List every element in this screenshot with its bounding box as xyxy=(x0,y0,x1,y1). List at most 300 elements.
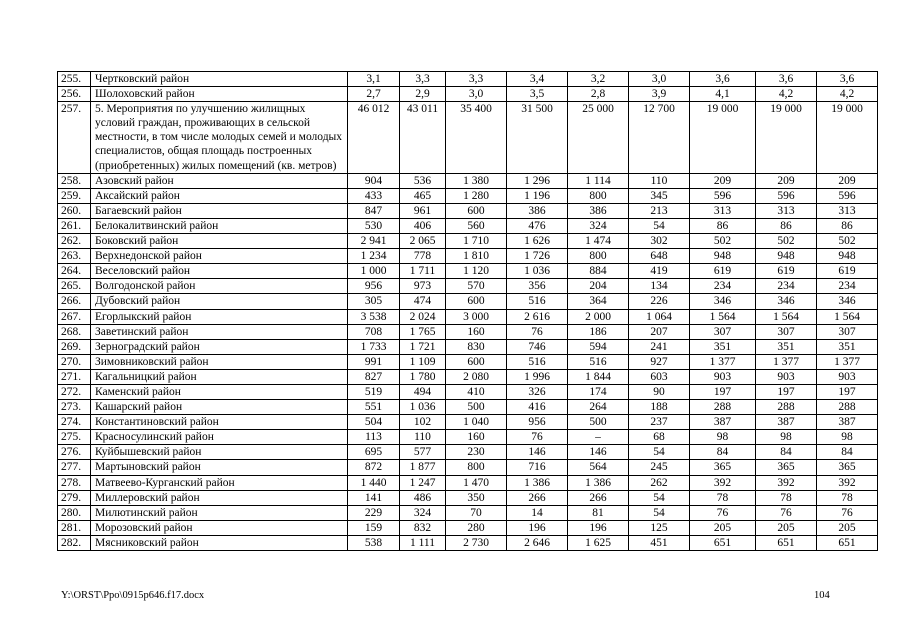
row-number: 274. xyxy=(58,415,91,430)
cell-value: 160 xyxy=(446,324,507,339)
cell-value: 596 xyxy=(756,188,817,203)
cell-value: 1 000 xyxy=(348,264,400,279)
cell-value: 351 xyxy=(817,339,878,354)
cell-value: 1 780 xyxy=(400,369,446,384)
row-label: Милютинский район xyxy=(91,505,348,520)
cell-value: 956 xyxy=(507,415,568,430)
cell-value: 387 xyxy=(817,415,878,430)
cell-value: 904 xyxy=(348,173,400,188)
cell-value: 903 xyxy=(690,369,756,384)
cell-value: 410 xyxy=(446,384,507,399)
cell-value: 205 xyxy=(817,520,878,535)
cell-value: 827 xyxy=(348,369,400,384)
cell-value: 956 xyxy=(348,279,400,294)
row-number: 267. xyxy=(58,309,91,324)
cell-value: 465 xyxy=(400,188,446,203)
cell-value: 1 564 xyxy=(690,309,756,324)
cell-value: 1 296 xyxy=(507,173,568,188)
cell-value: 1 386 xyxy=(507,475,568,490)
cell-value: 651 xyxy=(756,535,817,550)
cell-value: 4,1 xyxy=(690,87,756,102)
cell-value: 365 xyxy=(690,460,756,475)
table-row xyxy=(58,102,878,173)
cell-value: 356 xyxy=(507,279,568,294)
cell-value: 474 xyxy=(400,294,446,309)
table-row xyxy=(58,264,878,279)
row-label: Константиновский район xyxy=(91,415,348,430)
cell-value: 708 xyxy=(348,324,400,339)
cell-value: 392 xyxy=(690,475,756,490)
row-number: 279. xyxy=(58,490,91,505)
cell-value: 14 xyxy=(507,505,568,520)
cell-value: 305 xyxy=(348,294,400,309)
cell-value: 81 xyxy=(568,505,629,520)
row-label: Заветинский район xyxy=(91,324,348,339)
cell-value: 86 xyxy=(756,218,817,233)
cell-value: 419 xyxy=(629,264,690,279)
cell-value: 476 xyxy=(507,218,568,233)
cell-value: 3,6 xyxy=(690,72,756,87)
cell-value: 230 xyxy=(446,445,507,460)
table-row xyxy=(58,384,878,399)
cell-value: 1 564 xyxy=(817,309,878,324)
row-number: 257. xyxy=(58,102,91,173)
cell-value: 486 xyxy=(400,490,446,505)
cell-value: 3,4 xyxy=(507,72,568,87)
cell-value: 1 810 xyxy=(446,249,507,264)
cell-value: 2,8 xyxy=(568,87,629,102)
cell-value: 364 xyxy=(568,294,629,309)
cell-value: 2 941 xyxy=(348,234,400,249)
row-label: Верхнедонской район xyxy=(91,249,348,264)
cell-value: 551 xyxy=(348,400,400,415)
cell-value: 134 xyxy=(629,279,690,294)
row-number: 276. xyxy=(58,445,91,460)
cell-value: 1 711 xyxy=(400,264,446,279)
cell-value: 2 065 xyxy=(400,234,446,249)
cell-value: 307 xyxy=(756,324,817,339)
cell-value: 991 xyxy=(348,354,400,369)
cell-value: 262 xyxy=(629,475,690,490)
cell-value: 1 247 xyxy=(400,475,446,490)
cell-value: 159 xyxy=(348,520,400,535)
cell-value: 266 xyxy=(568,490,629,505)
row-label: Белокалитвинский район xyxy=(91,218,348,233)
cell-value: 651 xyxy=(817,535,878,550)
cell-value: 1 733 xyxy=(348,339,400,354)
cell-value: 76 xyxy=(690,505,756,520)
cell-value: 345 xyxy=(629,188,690,203)
cell-value: 406 xyxy=(400,218,446,233)
cell-value: 350 xyxy=(446,490,507,505)
cell-value: 1 111 xyxy=(400,535,446,550)
cell-value: 125 xyxy=(629,520,690,535)
cell-value: 213 xyxy=(629,203,690,218)
cell-value: 594 xyxy=(568,339,629,354)
cell-value: 386 xyxy=(568,203,629,218)
cell-value: 3,0 xyxy=(446,87,507,102)
cell-value: 307 xyxy=(690,324,756,339)
cell-value: 204 xyxy=(568,279,629,294)
cell-value: 346 xyxy=(690,294,756,309)
table-row xyxy=(58,490,878,505)
cell-value: 832 xyxy=(400,520,446,535)
cell-value: 716 xyxy=(507,460,568,475)
table-row xyxy=(58,369,878,384)
cell-value: 386 xyxy=(507,203,568,218)
row-label: Кашарский район xyxy=(91,400,348,415)
cell-value: 1 474 xyxy=(568,234,629,249)
cell-value: 19 000 xyxy=(690,102,756,173)
cell-value: 800 xyxy=(446,460,507,475)
cell-value: 433 xyxy=(348,188,400,203)
cell-value: 2,9 xyxy=(400,87,446,102)
table-row xyxy=(58,400,878,415)
cell-value: 78 xyxy=(756,490,817,505)
cell-value: 387 xyxy=(756,415,817,430)
row-label: Миллеровский район xyxy=(91,490,348,505)
cell-value: 234 xyxy=(756,279,817,294)
cell-value: 84 xyxy=(690,445,756,460)
cell-value: 307 xyxy=(817,324,878,339)
table-row xyxy=(58,188,878,203)
table-row xyxy=(58,279,878,294)
cell-value: 1 234 xyxy=(348,249,400,264)
cell-value: 54 xyxy=(629,218,690,233)
cell-value: 3,9 xyxy=(629,87,690,102)
table-row xyxy=(58,460,878,475)
row-label: Егорлыкский район xyxy=(91,309,348,324)
row-label: Азовский район xyxy=(91,173,348,188)
cell-value: 234 xyxy=(817,279,878,294)
table-row xyxy=(58,415,878,430)
cell-value: 76 xyxy=(507,430,568,445)
cell-value: 98 xyxy=(817,430,878,445)
cell-value: 530 xyxy=(348,218,400,233)
cell-value: 519 xyxy=(348,384,400,399)
cell-value: 197 xyxy=(817,384,878,399)
cell-value: 264 xyxy=(568,400,629,415)
cell-value: 86 xyxy=(690,218,756,233)
row-number: 275. xyxy=(58,430,91,445)
cell-value: 619 xyxy=(690,264,756,279)
cell-value: 830 xyxy=(446,339,507,354)
table-row xyxy=(58,173,878,188)
cell-value: 86 xyxy=(817,218,878,233)
table-row xyxy=(58,535,878,550)
cell-value: 1 765 xyxy=(400,324,446,339)
cell-value: 1 721 xyxy=(400,339,446,354)
row-number: 271. xyxy=(58,369,91,384)
cell-value: 226 xyxy=(629,294,690,309)
cell-value: 2,7 xyxy=(348,87,400,102)
cell-value: 146 xyxy=(568,445,629,460)
row-number: 259. xyxy=(58,188,91,203)
cell-value: 110 xyxy=(629,173,690,188)
cell-value: 1 470 xyxy=(446,475,507,490)
cell-value: 600 xyxy=(446,203,507,218)
cell-value: 209 xyxy=(817,173,878,188)
cell-value: 205 xyxy=(690,520,756,535)
cell-value: 927 xyxy=(629,354,690,369)
cell-value: 324 xyxy=(568,218,629,233)
row-number: 256. xyxy=(58,87,91,102)
cell-value: 416 xyxy=(507,400,568,415)
cell-value: 4,2 xyxy=(756,87,817,102)
cell-value: 392 xyxy=(756,475,817,490)
cell-value: 110 xyxy=(400,430,446,445)
row-label: Мясниковский район xyxy=(91,535,348,550)
cell-value: 266 xyxy=(507,490,568,505)
cell-value: 76 xyxy=(817,505,878,520)
cell-value: 326 xyxy=(507,384,568,399)
cell-value: 596 xyxy=(690,188,756,203)
row-number: 280. xyxy=(58,505,91,520)
footer-file-path: Y:\ORST\Ppo\0915p646.f17.docx xyxy=(61,590,205,601)
cell-value: 2 024 xyxy=(400,309,446,324)
table-row xyxy=(58,339,878,354)
cell-value: 288 xyxy=(756,400,817,415)
row-number: 278. xyxy=(58,475,91,490)
cell-value: 68 xyxy=(629,430,690,445)
row-label: Багаевский район xyxy=(91,203,348,218)
cell-value: 872 xyxy=(348,460,400,475)
row-label: Куйбышевский район xyxy=(91,445,348,460)
cell-value: 313 xyxy=(817,203,878,218)
cell-value: 1 844 xyxy=(568,369,629,384)
row-number: 265. xyxy=(58,279,91,294)
cell-value: 1 377 xyxy=(690,354,756,369)
cell-value: 3,2 xyxy=(568,72,629,87)
cell-value: 365 xyxy=(756,460,817,475)
cell-value: 451 xyxy=(629,535,690,550)
cell-value: 596 xyxy=(817,188,878,203)
cell-value: 1 877 xyxy=(400,460,446,475)
cell-value: 884 xyxy=(568,264,629,279)
cell-value: 651 xyxy=(690,535,756,550)
cell-value: 948 xyxy=(690,249,756,264)
cell-value: 3,1 xyxy=(348,72,400,87)
table-row xyxy=(58,324,878,339)
cell-value: 90 xyxy=(629,384,690,399)
row-label: Морозовский район xyxy=(91,520,348,535)
cell-value: 102 xyxy=(400,415,446,430)
cell-value: 84 xyxy=(817,445,878,460)
row-number: 262. xyxy=(58,234,91,249)
table-row xyxy=(58,294,878,309)
cell-value: 98 xyxy=(690,430,756,445)
cell-value: 516 xyxy=(507,354,568,369)
row-number: 261. xyxy=(58,218,91,233)
cell-value: 141 xyxy=(348,490,400,505)
cell-value: 146 xyxy=(507,445,568,460)
table-row xyxy=(58,203,878,218)
cell-value: 1 064 xyxy=(629,309,690,324)
cell-value: 1 726 xyxy=(507,249,568,264)
cell-value: 619 xyxy=(817,264,878,279)
row-label: Веселовский район xyxy=(91,264,348,279)
cell-value: 903 xyxy=(756,369,817,384)
cell-value: 2 080 xyxy=(446,369,507,384)
cell-value: 12 700 xyxy=(629,102,690,173)
cell-value: 603 xyxy=(629,369,690,384)
cell-value: 351 xyxy=(756,339,817,354)
cell-value: 1 280 xyxy=(446,188,507,203)
cell-value: 1 109 xyxy=(400,354,446,369)
row-label: Кагальницкий район xyxy=(91,369,348,384)
cell-value: 237 xyxy=(629,415,690,430)
cell-value: 346 xyxy=(817,294,878,309)
cell-value: 1 120 xyxy=(446,264,507,279)
cell-value: 46 012 xyxy=(348,102,400,173)
cell-value: 288 xyxy=(817,400,878,415)
cell-value: 564 xyxy=(568,460,629,475)
table-body xyxy=(58,72,878,551)
table-row xyxy=(58,234,878,249)
cell-value: 1 036 xyxy=(400,400,446,415)
cell-value: 188 xyxy=(629,400,690,415)
cell-value: 560 xyxy=(446,218,507,233)
row-label: Мартыновский район xyxy=(91,460,348,475)
cell-value: 84 xyxy=(756,445,817,460)
cell-value: 3,6 xyxy=(817,72,878,87)
cell-value: 600 xyxy=(446,354,507,369)
cell-value: 1 564 xyxy=(756,309,817,324)
cell-value: 1 386 xyxy=(568,475,629,490)
cell-value: 346 xyxy=(756,294,817,309)
row-label: Аксайский район xyxy=(91,188,348,203)
table-row xyxy=(58,218,878,233)
row-number: 260. xyxy=(58,203,91,218)
footer-page-number: 104 xyxy=(814,590,830,601)
row-label: Дубовский район xyxy=(91,294,348,309)
cell-value: 19 000 xyxy=(756,102,817,173)
cell-value: 19 000 xyxy=(817,102,878,173)
cell-value: 1 625 xyxy=(568,535,629,550)
row-label: Каменский район xyxy=(91,384,348,399)
cell-value: 229 xyxy=(348,505,400,520)
cell-value: 1 377 xyxy=(756,354,817,369)
cell-value: 241 xyxy=(629,339,690,354)
cell-value: 695 xyxy=(348,445,400,460)
row-label: 5. Мероприятия по улучшению жилищных условий граждан, проживающих в сельской местности, в том числе молодых семей и молодых специалистов, общая площадь построенных (приобретенных) жилых помещений (кв. метров) xyxy=(91,102,348,173)
row-number: 270. xyxy=(58,354,91,369)
cell-value: 207 xyxy=(629,324,690,339)
cell-value: 351 xyxy=(690,339,756,354)
row-number: 268. xyxy=(58,324,91,339)
cell-value: 98 xyxy=(756,430,817,445)
cell-value: 78 xyxy=(817,490,878,505)
cell-value: – xyxy=(568,430,629,445)
row-number: 264. xyxy=(58,264,91,279)
cell-value: 1 996 xyxy=(507,369,568,384)
row-number: 269. xyxy=(58,339,91,354)
cell-value: 3,0 xyxy=(629,72,690,87)
cell-value: 392 xyxy=(817,475,878,490)
cell-value: 1 196 xyxy=(507,188,568,203)
cell-value: 209 xyxy=(756,173,817,188)
cell-value: 500 xyxy=(568,415,629,430)
cell-value: 619 xyxy=(756,264,817,279)
table-row xyxy=(58,430,878,445)
cell-value: 494 xyxy=(400,384,446,399)
cell-value: 504 xyxy=(348,415,400,430)
table-row xyxy=(58,354,878,369)
cell-value: 209 xyxy=(690,173,756,188)
cell-value: 387 xyxy=(690,415,756,430)
cell-value: 600 xyxy=(446,294,507,309)
cell-value: 648 xyxy=(629,249,690,264)
table-row xyxy=(58,72,878,87)
cell-value: 324 xyxy=(400,505,446,520)
cell-value: 800 xyxy=(568,188,629,203)
row-label: Шолоховский район xyxy=(91,87,348,102)
cell-value: 234 xyxy=(690,279,756,294)
cell-value: 43 011 xyxy=(400,102,446,173)
cell-value: 3,3 xyxy=(400,72,446,87)
cell-value: 1 114 xyxy=(568,173,629,188)
cell-value: 35 400 xyxy=(446,102,507,173)
cell-value: 536 xyxy=(400,173,446,188)
cell-value: 778 xyxy=(400,249,446,264)
cell-value: 1 626 xyxy=(507,234,568,249)
table-row xyxy=(58,445,878,460)
cell-value: 516 xyxy=(568,354,629,369)
cell-value: 205 xyxy=(756,520,817,535)
cell-value: 948 xyxy=(817,249,878,264)
cell-value: 502 xyxy=(690,234,756,249)
cell-value: 196 xyxy=(507,520,568,535)
cell-value: 570 xyxy=(446,279,507,294)
cell-value: 1 040 xyxy=(446,415,507,430)
row-label: Матвеево-Курганский район xyxy=(91,475,348,490)
cell-value: 186 xyxy=(568,324,629,339)
cell-value: 25 000 xyxy=(568,102,629,173)
table-row xyxy=(58,309,878,324)
cell-value: 113 xyxy=(348,430,400,445)
cell-value: 1 377 xyxy=(817,354,878,369)
cell-value: 302 xyxy=(629,234,690,249)
cell-value: 3,6 xyxy=(756,72,817,87)
cell-value: 54 xyxy=(629,490,690,505)
cell-value: 365 xyxy=(817,460,878,475)
cell-value: 502 xyxy=(817,234,878,249)
cell-value: 288 xyxy=(690,400,756,415)
cell-value: 197 xyxy=(690,384,756,399)
cell-value: 313 xyxy=(690,203,756,218)
cell-value: 2 000 xyxy=(568,309,629,324)
table-row xyxy=(58,505,878,520)
cell-value: 4,2 xyxy=(817,87,878,102)
cell-value: 54 xyxy=(629,505,690,520)
table-row xyxy=(58,87,878,102)
cell-value: 973 xyxy=(400,279,446,294)
row-label: Волгодонской район xyxy=(91,279,348,294)
row-label: Зерноградский район xyxy=(91,339,348,354)
cell-value: 70 xyxy=(446,505,507,520)
cell-value: 3,5 xyxy=(507,87,568,102)
cell-value: 245 xyxy=(629,460,690,475)
cell-value: 903 xyxy=(817,369,878,384)
cell-value: 3 000 xyxy=(446,309,507,324)
cell-value: 280 xyxy=(446,520,507,535)
table-row xyxy=(58,475,878,490)
row-number: 266. xyxy=(58,294,91,309)
table-row xyxy=(58,249,878,264)
cell-value: 196 xyxy=(568,520,629,535)
cell-value: 746 xyxy=(507,339,568,354)
cell-value: 31 500 xyxy=(507,102,568,173)
